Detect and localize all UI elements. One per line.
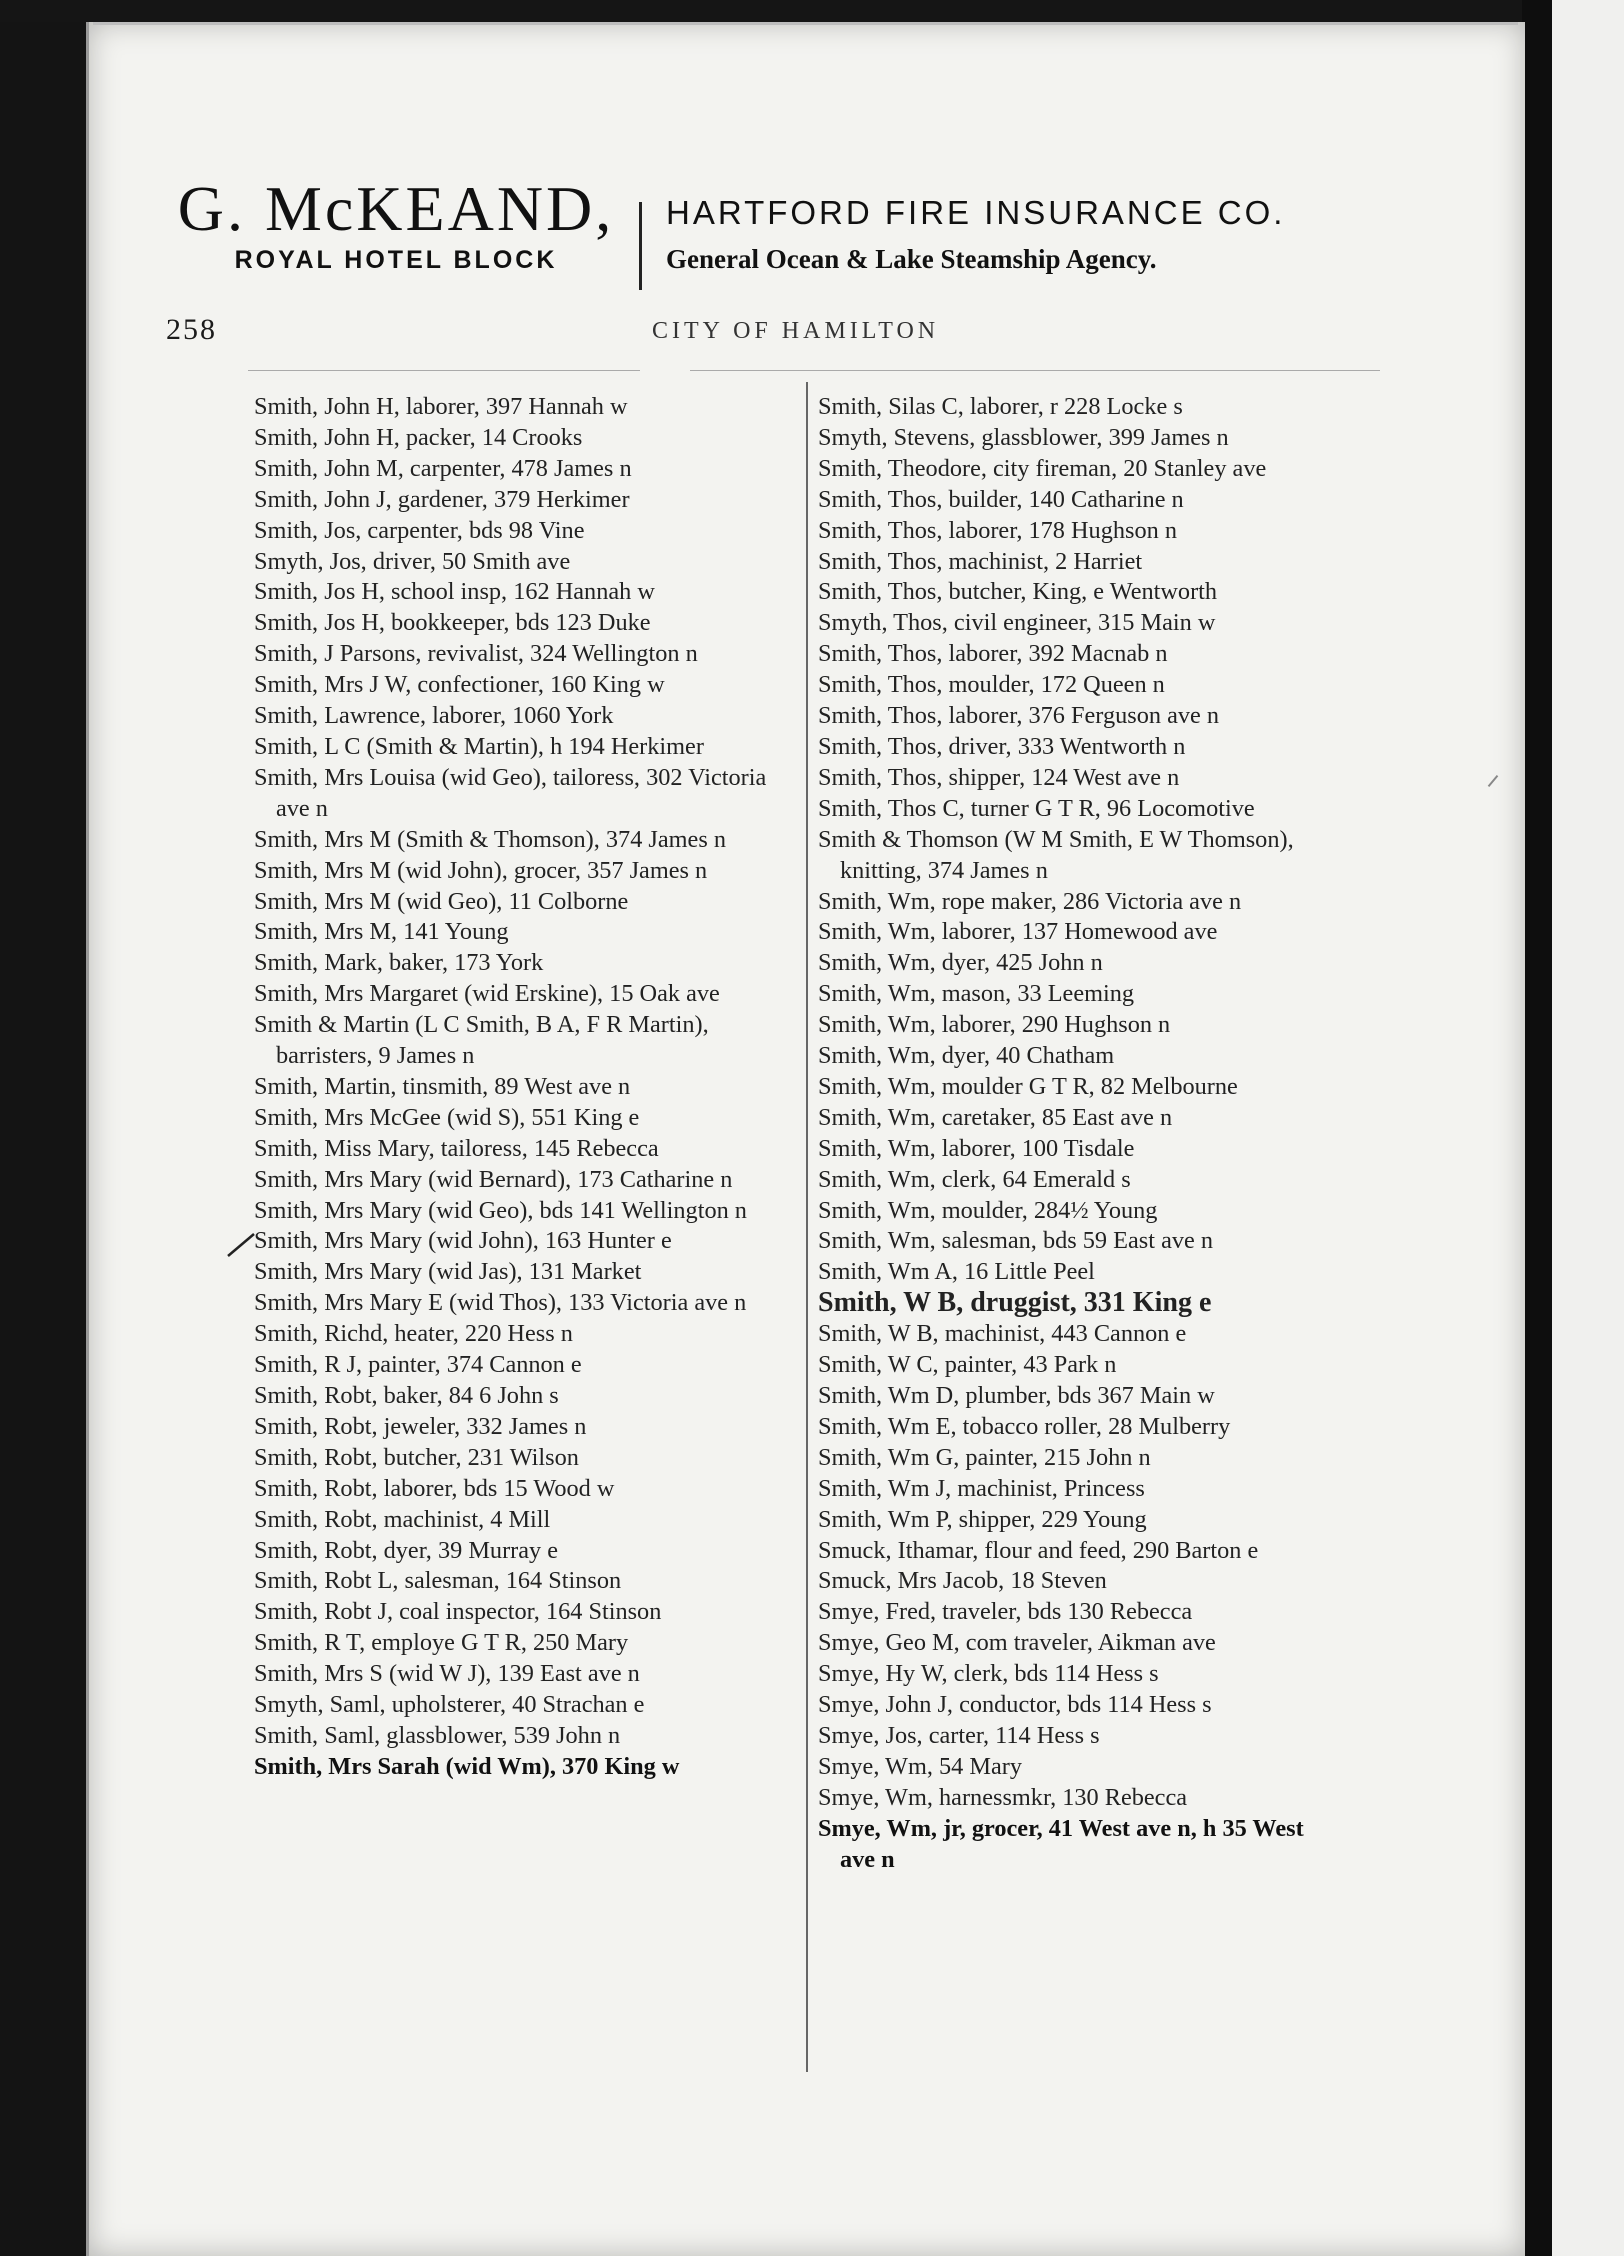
advertiser-name: G. McKEAND, bbox=[177, 173, 615, 244]
directory-entry: Smith, Wm, rope maker, 286 Victoria ave n bbox=[818, 887, 1242, 915]
directory-entry: Smith, Wm E, tobacco roller, 28 Mulberry bbox=[818, 1412, 1231, 1440]
directory-entry: Smith, Robt, baker, 84 6 John s bbox=[254, 1382, 559, 1409]
directory-entry: Smith, Robt J, coal inspector, 164 Stinson bbox=[254, 1598, 662, 1626]
directory-entry: Smith, Theodore, city fireman, 20 Stanley ave bbox=[818, 454, 1267, 482]
directory-entry: Smyth, Thos, civil engineer, 315 Main w bbox=[818, 609, 1216, 637]
directory-entry: Smith, Lawrence, laborer, 1060 York bbox=[254, 702, 614, 730]
directory-entry: Smith, Thos C, turner G T R, 96 Locomotive bbox=[818, 794, 1255, 822]
adjacent-page-strip bbox=[1552, 0, 1624, 2256]
directory-entry: Smith, Jos H, bookkeeper, bds 123 Duke bbox=[254, 609, 651, 637]
directory-entry: Smith, Thos, laborer, 376 Ferguson ave n bbox=[818, 702, 1220, 730]
directory-entry: Smith, Richd, heater, 220 Hess n bbox=[254, 1320, 573, 1348]
pencil-check-mark bbox=[226, 1230, 256, 1260]
directory-entry: Smyth, Saml, upholsterer, 40 Strachan e bbox=[254, 1691, 645, 1719]
directory-entry: Smith & Thomson (W M Smith, E W Thomson), knitting, 374 James n bbox=[818, 825, 1294, 884]
directory-entry: Smith, John H, packer, 14 Crooks bbox=[254, 423, 583, 451]
directory-entry: Smith, R J, painter, 374 Cannon e bbox=[254, 1351, 582, 1379]
directory-entry: Smye, Jos, carter, 114 Hess s bbox=[818, 1721, 1100, 1749]
directory-entry: Smith, Wm, laborer, 100 Tisdale bbox=[818, 1134, 1135, 1162]
directory-entry: Smith, Mrs McGee (wid S), 551 King e bbox=[254, 1103, 640, 1131]
directory-entry: Smith, Mrs S (wid W J), 139 East ave n bbox=[254, 1660, 640, 1688]
directory-entry: Smith, Martin, tinsmith, 89 West ave n bbox=[254, 1072, 631, 1100]
directory-entry: Smith, Wm, laborer, 137 Homewood ave bbox=[818, 918, 1218, 946]
directory-entry: Smith, W B, machinist, 443 Cannon e bbox=[818, 1320, 1187, 1348]
directory-entry: Smith, John J, gardener, 379 Herkimer bbox=[254, 485, 630, 513]
directory-entry: Smith, Mrs Margaret (wid Erskine), 15 Oak ave bbox=[254, 980, 720, 1008]
directory-entry: Smye, Geo M, com traveler, Aikman ave bbox=[818, 1629, 1216, 1657]
directory-entry: Smith, Wm, caretaker, 85 East ave n bbox=[818, 1103, 1173, 1131]
directory-entry: Smith, Mrs Mary E (wid Thos), 133 Victoria ave n bbox=[254, 1289, 747, 1317]
directory-entry: Smith, Miss Mary, tailoress, 145 Rebecca bbox=[254, 1134, 659, 1162]
directory-entry: Smith, Wm D, plumber, bds 367 Main w bbox=[818, 1382, 1215, 1409]
header-rule-left bbox=[248, 370, 640, 371]
directory-entry: Smith, Mark, baker, 173 York bbox=[254, 949, 544, 977]
directory-entry: Smith, Thos, shipper, 124 West ave n bbox=[818, 763, 1180, 791]
directory-entry: Smith, Thos, butcher, King, e Wentworth bbox=[818, 578, 1218, 606]
directory-entry: Smith, John H, laborer, 397 Hannah w bbox=[254, 393, 628, 420]
directory-entry: Smith, Robt, laborer, bds 15 Wood w bbox=[254, 1474, 615, 1502]
directory-entry: Smuck, Ithamar, flour and feed, 290 Barton e bbox=[818, 1536, 1259, 1564]
directory-entry: Smith, Mrs J W, confectioner, 160 King w bbox=[254, 671, 665, 699]
left-column-listings bbox=[254, 392, 794, 1783]
directory-entry: Smith, Robt, butcher, 231 Wilson bbox=[254, 1443, 579, 1471]
directory-entry: Smith, Wm, clerk, 64 Emerald s bbox=[818, 1165, 1131, 1193]
directory-entry: Smyth, Stevens, glassblower, 399 James n bbox=[818, 423, 1229, 451]
directory-entry: Smith, Thos, laborer, 392 Macnab n bbox=[818, 640, 1168, 668]
column-divider bbox=[806, 382, 808, 2072]
directory-entry: Smith, Mrs Sarah (wid Wm), 370 King w bbox=[254, 1752, 680, 1780]
directory-entry: Smith, Mrs Mary (wid Geo), bds 141 Wellington n bbox=[254, 1196, 747, 1224]
directory-entry: Smith, Wm J, machinist, Princess bbox=[818, 1474, 1145, 1502]
directory-entry: Smith, Mrs Louisa (wid Geo), tailoress, 302 Victoria ave n bbox=[254, 763, 767, 822]
directory-entry: Smith, Silas C, laborer, r 228 Locke s bbox=[818, 393, 1183, 420]
directory-entry: Smith, Thos, machinist, 2 Harriet bbox=[818, 547, 1143, 575]
advertiser-address: ROYAL HOTEL BLOCK bbox=[234, 246, 558, 274]
directory-entry: Smith, Wm, moulder G T R, 82 Melbourne bbox=[818, 1072, 1238, 1100]
directory-entry: Smye, Wm, harnessmkr, 130 Rebecca bbox=[818, 1783, 1188, 1811]
right-column-listings bbox=[818, 392, 1344, 1876]
directory-entry: Smith, Thos, laborer, 178 Hughson n bbox=[818, 516, 1177, 544]
advertisement-divider bbox=[639, 202, 642, 290]
agency-subtitle: General Ocean & Lake Steamship Agency. bbox=[666, 244, 1157, 274]
scan-top-edge bbox=[0, 0, 1624, 22]
directory-entry: Smith, J Parsons, revivalist, 324 Wellington n bbox=[254, 640, 698, 668]
directory-entry: Smith, Wm, mason, 33 Leeming bbox=[818, 980, 1135, 1008]
directory-entry: Smith, Mrs M (Smith & Thomson), 374 James n bbox=[254, 825, 727, 853]
directory-entry: Smith, Wm A, 16 Little Peel bbox=[818, 1258, 1095, 1286]
agency-block bbox=[666, 194, 1356, 275]
directory-entry: Smith, Mrs Mary (wid Bernard), 173 Catharine n bbox=[254, 1165, 733, 1193]
directory-entry: Smith, Jos, carpenter, bds 98 Vine bbox=[254, 516, 585, 544]
directory-entry: Smith, Thos, builder, 140 Catharine n bbox=[818, 485, 1184, 513]
advertiser-block bbox=[166, 172, 626, 275]
directory-entry: Smith, R T, employe G T R, 250 Mary bbox=[254, 1629, 629, 1657]
directory-entry: Smith, Wm P, shipper, 229 Young bbox=[818, 1505, 1147, 1533]
directory-entry: Smith, L C (Smith & Martin), h 194 Herkimer bbox=[254, 732, 704, 760]
directory-entry: Smith, Mrs M (wid Geo), 11 Colborne bbox=[254, 887, 629, 915]
directory-entry: Smith, Saml, glassblower, 539 John n bbox=[254, 1721, 621, 1749]
agency-title: HARTFORD FIRE INSURANCE CO. bbox=[666, 194, 1286, 231]
directory-entry: Smith, Wm, dyer, 425 John n bbox=[818, 949, 1103, 977]
directory-entry: Smith, W C, painter, 43 Park n bbox=[818, 1351, 1117, 1379]
directory-entry: Smith, Wm, moulder, 284½ Young bbox=[818, 1196, 1158, 1224]
header-rule-right bbox=[690, 370, 1380, 371]
directory-entry: Smith & Martin (L C Smith, B A, F R Martin), barristers, 9 James n bbox=[254, 1011, 709, 1070]
directory-entry: Smye, Wm, 54 Mary bbox=[818, 1752, 1023, 1780]
page-edge-line bbox=[93, 22, 1518, 25]
directory-entry: Smith, Jos H, school insp, 162 Hannah w bbox=[254, 578, 655, 606]
directory-entry: Smith, W B, druggist, 331 King e bbox=[818, 1287, 1212, 1319]
advertisement-header bbox=[166, 172, 1356, 292]
directory-entry: Smith, Mrs Mary (wid John), 163 Hunter e bbox=[254, 1227, 672, 1255]
directory-entry: Smith, Robt L, salesman, 164 Stinson bbox=[254, 1567, 622, 1595]
directory-entry: Smye, Fred, traveler, bds 130 Rebecca bbox=[818, 1598, 1193, 1626]
directory-entry: Smyth, Jos, driver, 50 Smith ave bbox=[254, 547, 571, 575]
directory-entry: Smith, John M, carpenter, 478 James n bbox=[254, 454, 632, 482]
directory-entry: Smith, Wm, laborer, 290 Hughson n bbox=[818, 1011, 1171, 1039]
directory-entry: Smith, Mrs M (wid John), grocer, 357 James n bbox=[254, 856, 708, 884]
page-number: 258 bbox=[166, 313, 217, 346]
running-head: CITY OF HAMILTON bbox=[652, 318, 940, 344]
directory-entry: Smith, Wm, dyer, 40 Chatham bbox=[818, 1042, 1115, 1070]
directory-entry: Smye, John J, conductor, bds 114 Hess s bbox=[818, 1691, 1212, 1719]
directory-entry: Smye, Wm, jr, grocer, 41 West ave n, h 35 West ave n bbox=[818, 1814, 1304, 1873]
directory-entry: Smith, Robt, jeweler, 332 James n bbox=[254, 1412, 587, 1440]
directory-entry: Smith, Mrs Mary (wid Jas), 131 Market bbox=[254, 1258, 642, 1286]
directory-entry: Smith, Mrs M, 141 Young bbox=[254, 918, 509, 946]
directory-entry: Smuck, Mrs Jacob, 18 Steven bbox=[818, 1567, 1107, 1595]
directory-entry: Smith, Thos, driver, 333 Wentworth n bbox=[818, 732, 1186, 760]
directory-entry: Smith, Robt, dyer, 39 Murray e bbox=[254, 1536, 559, 1564]
directory-entry: Smith, Robt, machinist, 4 Mill bbox=[254, 1505, 551, 1533]
directory-entry: Smith, Wm, salesman, bds 59 East ave n bbox=[818, 1227, 1214, 1255]
directory-entry: Smye, Hy W, clerk, bds 114 Hess s bbox=[818, 1660, 1159, 1688]
directory-entry: Smith, Wm G, painter, 215 John n bbox=[818, 1443, 1151, 1471]
directory-entry: Smith, Thos, moulder, 172 Queen n bbox=[818, 671, 1165, 699]
